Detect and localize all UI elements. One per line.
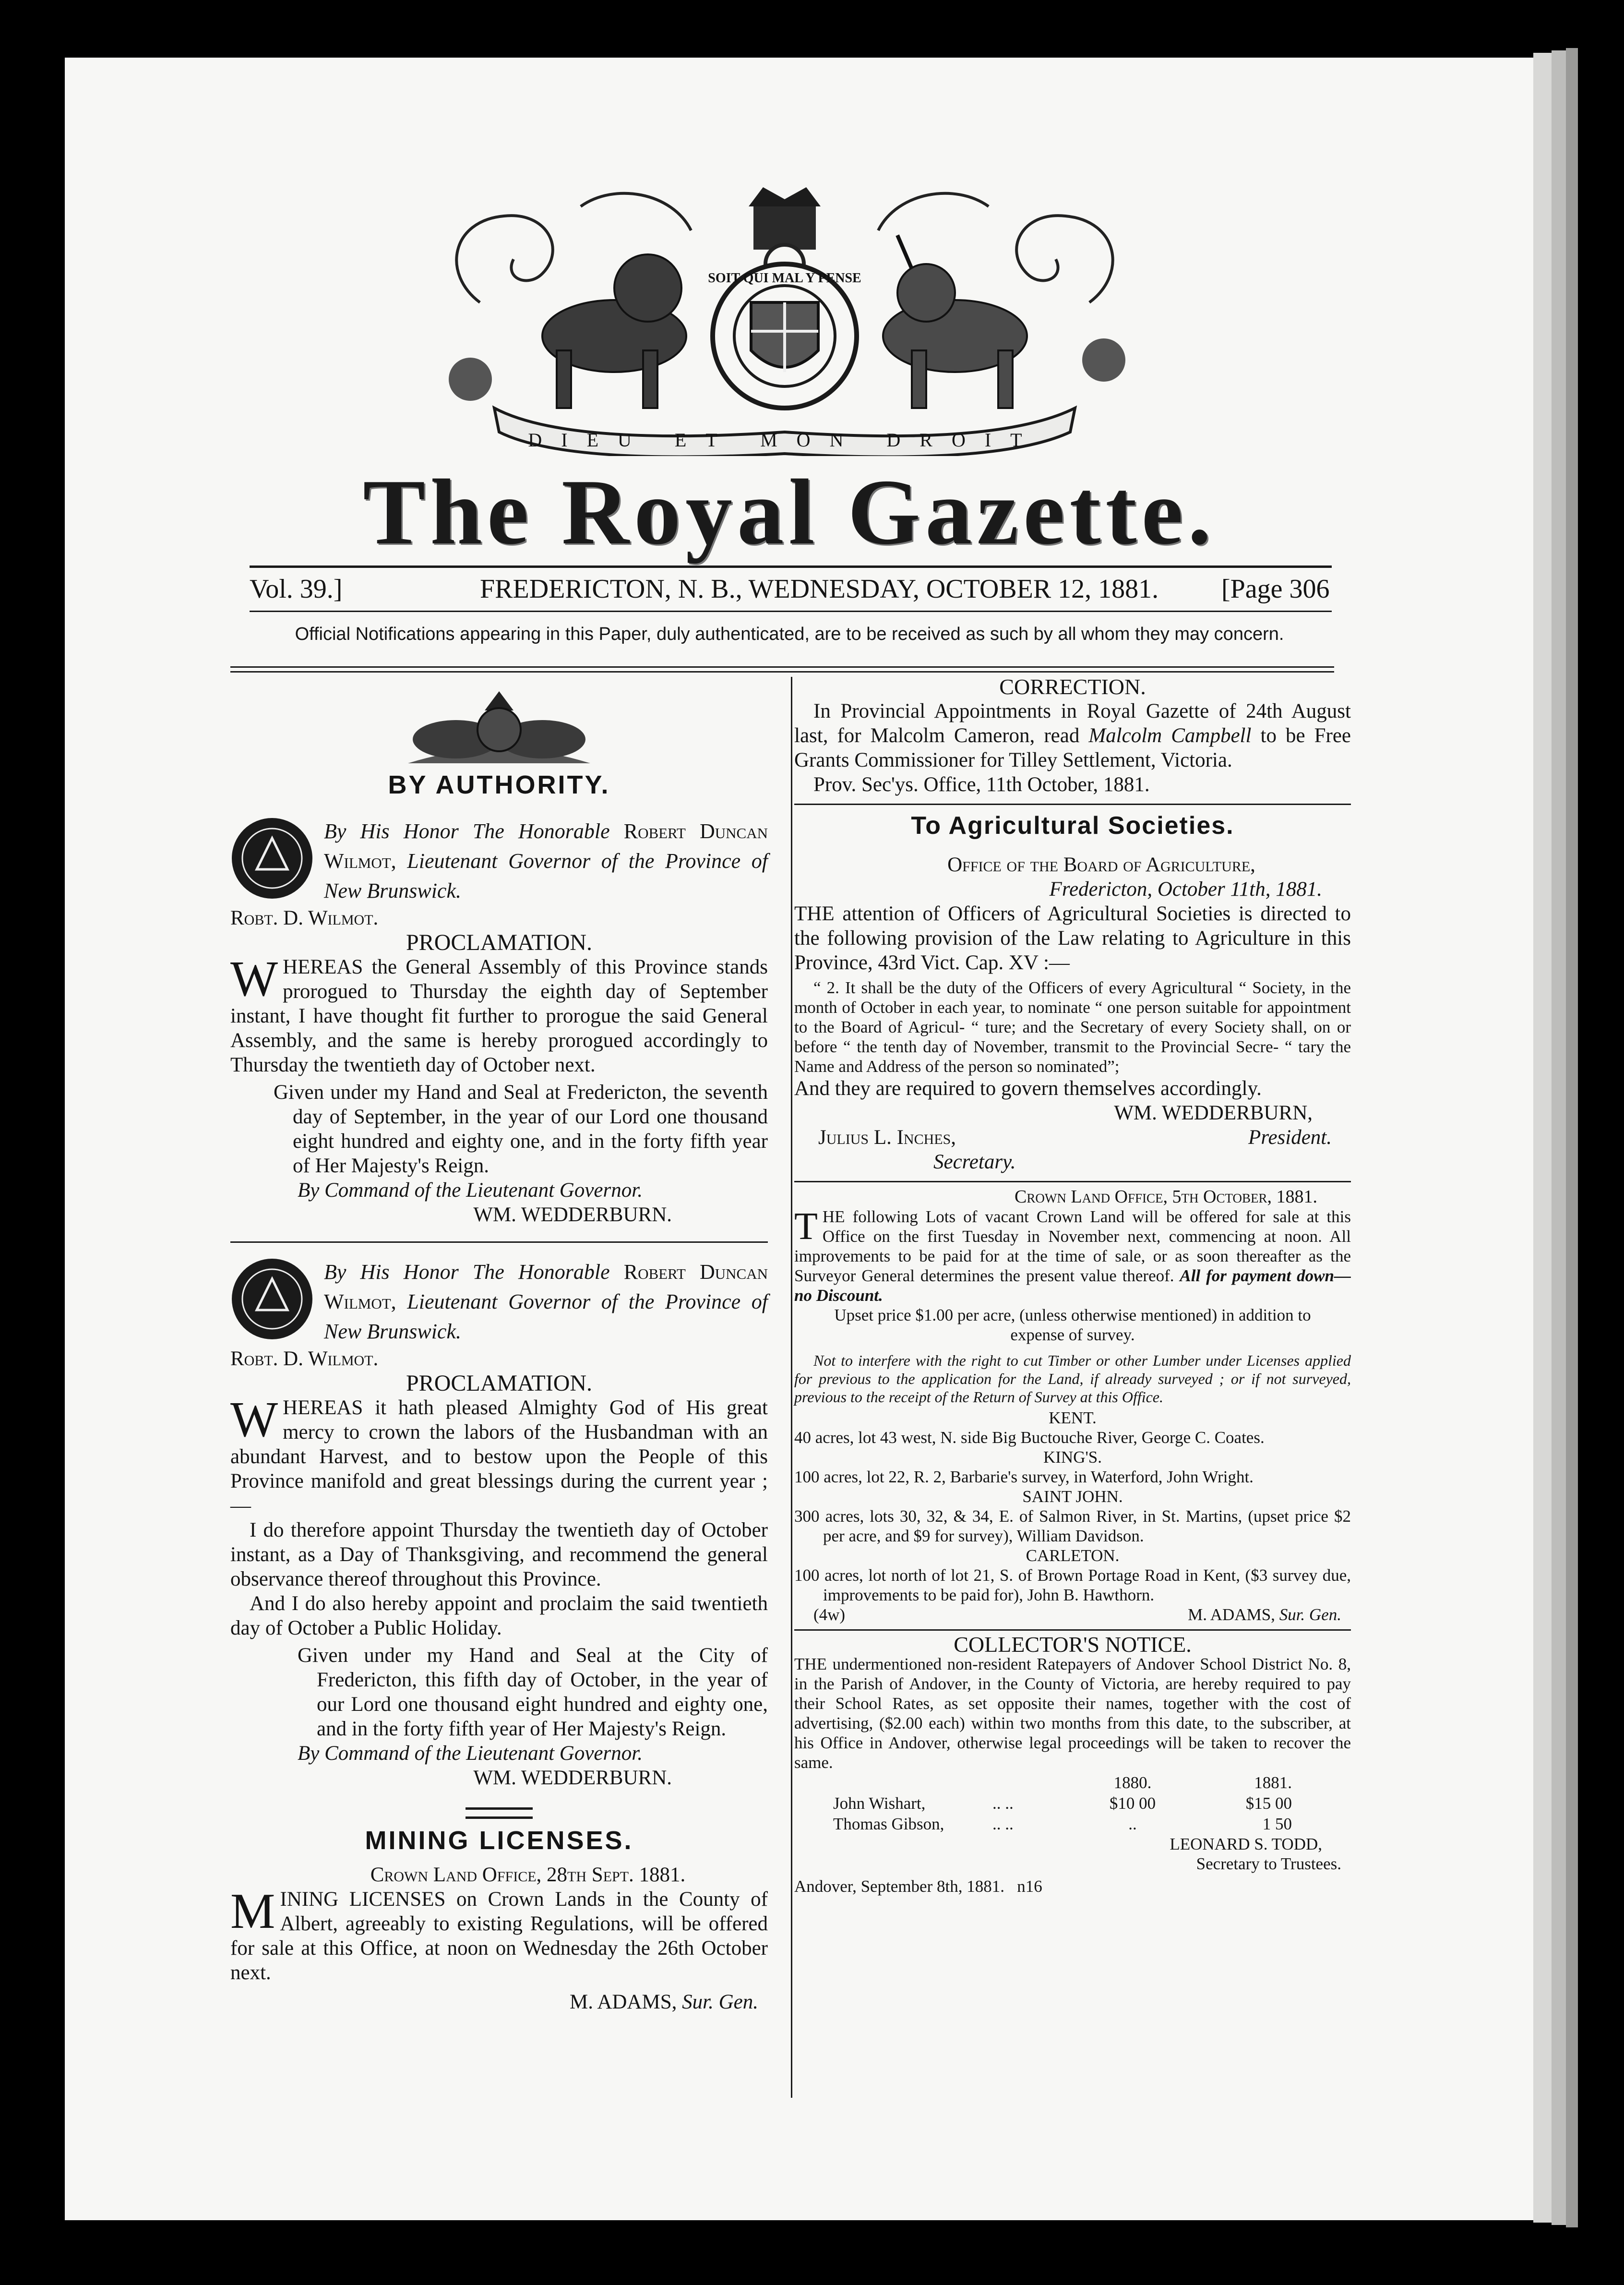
drop-cap: T xyxy=(794,1205,818,1248)
lot-entry: 300 acres, lots 30, 32, & 34, E. of Salmon River, in St. Martins, (upset price $2 per acre, and $9 for survey), William Davidson. xyxy=(794,1507,1351,1545)
left-column xyxy=(230,691,768,2014)
governor-title: Lieutenant Governor of the Province of New Brunswick. xyxy=(324,849,768,902)
section-ornament xyxy=(466,1807,533,1819)
masthead-rule xyxy=(250,611,1332,612)
section-rule xyxy=(794,1181,1351,1182)
collector-body: THE undermentioned non-resident Ratepayers of Andover School District No. 8, in the Parish of Andover, in the County of Victoria, are hereby required to pay their School Rates, as set opposite their names, together with the cost of advertising, ($2.00 each) within two months from this date, to the subscriber, at his Office in Andover, otherwise legal proceedings will be taken to recover the same. xyxy=(794,1655,1351,1772)
insertion-code: (4w) xyxy=(813,1605,846,1624)
holiday-paragraph: And I do also hereby appoint and proclaim the said twentieth day of October a Public Holiday. xyxy=(230,1592,768,1639)
crown-office: Crown Land Office, 5th October, 1881. xyxy=(1015,1187,1317,1207)
column-header: 1881. xyxy=(1254,1773,1292,1792)
garter-motto: SOIT QUI MAL Y PENSE xyxy=(708,271,861,286)
proclamation-intro: By His Honor The Honorable xyxy=(324,819,610,843)
adams-signature: M. ADAMS, xyxy=(569,1991,677,2013)
proclamation-intro: By His Honor The Honorable xyxy=(324,1260,610,1284)
masthead-rule xyxy=(250,565,1332,568)
governor-name: Robert Duncan Wilmot, xyxy=(324,1260,768,1313)
proclamation-heading: PROCLAMATION. xyxy=(406,1371,593,1396)
adams-signature: M. ADAMS, xyxy=(1188,1605,1275,1624)
proclamation-2 xyxy=(230,1257,768,1790)
upset-price: Upset price $1.00 per acre, (unless otherwise mentioned) in addition to expense of survey. xyxy=(834,1306,1311,1344)
column-header: 1880. xyxy=(1113,1773,1152,1792)
ratepayer-name: John Wishart, xyxy=(833,1794,926,1813)
secretary-signature: Julius L. Inches, xyxy=(818,1126,956,1149)
given-under-hand: Given under my Hand and Seal at Fredericton, the seventh day of September, in the year of our Lord one thousand eight hundred and eighty one, and in the forty fifth year of Her Majesty's Reign. xyxy=(274,1081,768,1177)
crown-land-notice xyxy=(794,1187,1351,1624)
official-seal-icon xyxy=(230,817,314,901)
proclamation-heading: PROCLAMATION. xyxy=(406,930,593,955)
drop-cap: W xyxy=(230,950,278,1007)
masthead-rule xyxy=(230,666,1334,668)
rate-1880: .. xyxy=(1128,1815,1137,1833)
correction-body: In Provincial Appointments in Royal Gazette of 24th August last, for Malcolm Cameron, read xyxy=(794,700,1351,747)
president-signature: WM. WEDDERBURN, xyxy=(1114,1102,1313,1124)
leader-dots: .. .. xyxy=(992,1794,1014,1813)
command-line: By Command of the Lieutenant Governor. xyxy=(298,1179,643,1202)
section-rule xyxy=(794,804,1351,805)
mining-licenses xyxy=(230,1828,768,2014)
collectors-notice xyxy=(794,1632,1351,1896)
adams-title: Sur. Gen. xyxy=(1279,1605,1341,1624)
lot-entry: 100 acres, lot north of lot 21, S. of Brown Portage Road in Kent, ($3 survey due, improvements to be paid for), John B. Hawthorn. xyxy=(794,1566,1351,1604)
ratepayers-table xyxy=(833,1772,1292,1834)
newspaper-title: The Royal Gazette. xyxy=(363,460,1216,564)
table-row xyxy=(833,1793,1292,1814)
drop-cap: W xyxy=(230,1391,278,1447)
lot-entry: 100 acres, lot 22, R. 2, Barbarie's survey, in Waterford, John Wright. xyxy=(794,1467,1254,1486)
page-edge xyxy=(1566,48,1578,2227)
governor-signature: Robt. D. Wilmot. xyxy=(230,1347,379,1370)
drop-cap: M xyxy=(230,1883,275,1939)
county-name: SAINT JOHN. xyxy=(1022,1487,1123,1506)
law-quote: “ 2. It shall be the duty of the Officers of every Agricultural “ Society, in the month of October in each year, to nominate “ one person suitable for appointment to the Board of Agricul- “ ture; and the Secretary of every Society shall, on or before “ the tenth day of November, transmit to the Provincial Secre- “ tary the Name and Address of the person so nominated”; xyxy=(794,978,1351,1076)
collector-heading: COLLECTOR'S NOTICE. xyxy=(954,1632,1192,1657)
rate-1880: $10 00 xyxy=(1109,1794,1156,1813)
dateline: FREDERICTON, N. B., WEDNESDAY, OCTOBER 12, 1881. xyxy=(480,574,1159,604)
todd-signature: LEONARD S. TODD, xyxy=(1170,1835,1322,1853)
mining-office: Crown Land Office, 28th Sept. 1881. xyxy=(370,1864,686,1886)
mining-body: INING LICENSES on Crown Lands in the County of Albert, agreeably to existing Regulations, will be offered for sale at this Office, at noon on Wednesday the 26th October next. xyxy=(230,1888,768,1984)
section-rule xyxy=(794,1629,1351,1631)
ribbon-motto: DIEU ET MON DROIT xyxy=(528,429,1041,451)
page-number: [Page 306 xyxy=(1221,574,1330,604)
thanksgiving-paragraph: I do therefore appoint Thursday the twentieth day of October instant, as a Day of Thanksgiving, and recommend the general observance thereof throughout this Province. xyxy=(230,1519,768,1590)
correction-body: to be Free Grants Commissioner for Tilley Settlement, Victoria. xyxy=(794,724,1351,771)
county-name: KENT. xyxy=(1049,1408,1097,1427)
governor-name: Robert Duncan Wilmot, xyxy=(324,819,768,873)
royal-coat-of-arms xyxy=(422,178,1147,456)
wedderburn-signature: WM. WEDDERBURN. xyxy=(473,1767,672,1789)
page-edge xyxy=(1552,50,1566,2225)
board-place: Fredericton, October 11th, 1881. xyxy=(1049,878,1322,901)
table-row xyxy=(833,1814,1292,1834)
president-title: President. xyxy=(1248,1126,1332,1149)
proclamation-body: HEREAS it hath pleased Almighty God of His great mercy to crown the labors of the Husbandman with an abundant Harvest, and to bestow upon the People of this Province manifold and great blessings during the current year ;— xyxy=(230,1396,768,1517)
agricultural-notice xyxy=(794,814,1351,1174)
by-authority-heading: BY AUTHORITY. xyxy=(388,770,610,799)
command-line: By Command of the Lieutenant Governor. xyxy=(298,1742,643,1765)
table-header xyxy=(833,1772,1292,1793)
leader-dots: .. .. xyxy=(992,1815,1014,1833)
collector-dateline: Andover, September 8th, 1881. xyxy=(794,1877,1004,1896)
page-edge xyxy=(1533,53,1552,2223)
governor-signature: Robt. D. Wilmot. xyxy=(230,907,379,929)
small-arms-icon xyxy=(398,691,600,768)
mining-heading: MINING LICENSES. xyxy=(365,1826,633,1855)
column-divider xyxy=(791,677,792,2098)
timber-note: Not to interfere with the right to cut Timber or other Lumber under Licenses applied for previous to the application for the Land, if already surveyed ; or if not surveyed, previous to the receipt of the Return of Survey at this Office. xyxy=(794,1352,1351,1406)
proclamation-body: HEREAS the General Assembly of this Province stands prorogued to Thursday the eighth day of September instant, I have thought fit further to prorogue the said General Assembly, and the same is hereby prorogued accordingly to Thursday the twentieth day of October next. xyxy=(230,956,768,1076)
official-notice: Official Notifications appearing in this Paper, duly authenticated, are to be received as such by all whom they may concern. xyxy=(295,624,1284,644)
ratepayer-name: Thomas Gibson, xyxy=(833,1815,944,1833)
lot-entry: 40 acres, lot 43 west, N. side Big Buctouche River, George C. Coates. xyxy=(794,1428,1265,1447)
adams-title: Sur. Gen. xyxy=(682,1991,758,2013)
secretary-title: Secretary. xyxy=(933,1151,1016,1173)
given-under-hand: Given under my Hand and Seal at the City of Fredericton, this fifth day of October, in the year of our Lord one thousand eight hundred and eighty one, and in the forty fifth year of Her Majesty's Reign. xyxy=(298,1644,768,1740)
correction-office: Prov. Sec'ys. Office, 11th October, 1881. xyxy=(813,773,1150,796)
wedderburn-signature: WM. WEDDERBURN. xyxy=(473,1203,672,1226)
county-name: CARLETON. xyxy=(1026,1546,1120,1565)
right-column xyxy=(794,674,1351,1896)
insertion-code: n16 xyxy=(1017,1877,1042,1896)
correction-name: Malcolm Campbell xyxy=(1088,724,1252,747)
agricultural-heading: To Agricultural Societies. xyxy=(911,812,1234,840)
proclamation-1 xyxy=(230,817,768,1227)
board-office: Office of the Board of Agriculture, xyxy=(947,854,1255,876)
county-name: KING'S. xyxy=(1043,1448,1102,1467)
agricultural-after: And they are required to govern themselves accordingly. xyxy=(794,1077,1262,1100)
rate-1881: 1 50 xyxy=(1262,1815,1292,1833)
masthead-rule xyxy=(230,671,1334,673)
correction-notice xyxy=(794,674,1351,797)
crown-body: HE following Lots of vacant Crown Land will be offered for sale at this Office on the first Tuesday in November next, commencing at noon. All improvements to be paid for at the time of sale, or as soon thereafter as the Surveyor General determines the present value thereof. xyxy=(794,1207,1351,1285)
correction-heading: CORRECTION. xyxy=(999,674,1146,699)
todd-title: Secretary to Trustees. xyxy=(1196,1854,1341,1873)
agricultural-body: THE attention of Officers of Agricultural Societies is directed to the following provision of the Law relating to Agriculture in this Province, 43rd Vict. Cap. XV :— xyxy=(794,902,1351,974)
official-seal-icon xyxy=(230,1257,314,1341)
governor-title: Lieutenant Governor of the Province of New Brunswick. xyxy=(324,1290,768,1343)
section-rule xyxy=(230,1241,768,1243)
crown-payment: All for payment down—no Discount. xyxy=(794,1266,1351,1305)
volume-number: Vol. 39.] xyxy=(250,574,343,604)
rate-1881: $15 00 xyxy=(1245,1794,1292,1813)
